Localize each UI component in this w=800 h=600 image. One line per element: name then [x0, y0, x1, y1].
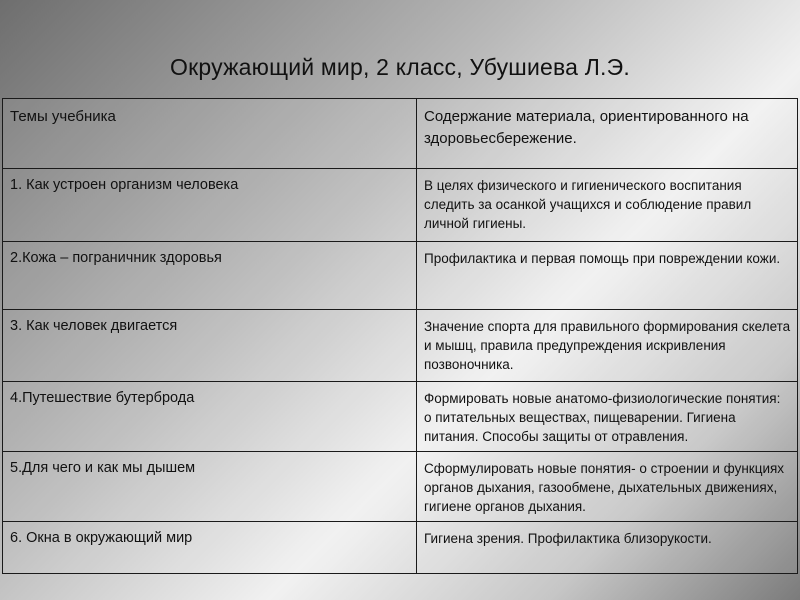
topics-table: [2, 98, 798, 574]
content-cell: Значение спорта для правильного формирования скелета и мышц, правила предупреждения искривления позвоночника.: [417, 310, 798, 382]
topic-cell: 1. Как устроен организм человека: [3, 169, 417, 242]
slide-title: Окружающий мир, 2 класс, Убушиева Л.Э.: [170, 54, 630, 80]
table-row: [3, 382, 798, 452]
topic-cell: 4.Путешествие бутерброда: [3, 382, 417, 452]
header-topics: Темы учебника: [3, 99, 417, 169]
content-cell: Гигиена зрения. Профилактика близорукости.: [417, 522, 798, 574]
content-cell: В целях физического и гигиенического воспитания следить за осанкой учащихся и соблюдение правил личной гигиены.: [417, 169, 798, 242]
table-row: [3, 522, 798, 574]
table-row: [3, 452, 798, 522]
topic-cell: 5.Для чего и как мы дышем: [3, 452, 417, 522]
table-row: [3, 242, 798, 310]
topic-cell: 2.Кожа – пограничник здоровья: [3, 242, 417, 310]
table-header-row: [3, 99, 798, 169]
header-content: Содержание материала, ориентированного на здоровьесбережение.: [417, 99, 798, 169]
topic-cell: 3. Как человек двигается: [3, 310, 417, 382]
content-cell: Профилактика и первая помощь при повреждении кожи.: [417, 242, 798, 310]
topic-cell: 6. Окна в окружающий мир: [3, 522, 417, 574]
content-cell: Сформулировать новые понятия- о строении и функциях органов дыхания, газообмене, дыхательных движениях, гигиене органов дыхания.: [417, 452, 798, 522]
table-row: [3, 169, 798, 242]
content-cell: Формировать новые анатомо-физиологические понятия: о питательных веществах, пищеварении. Гигиена питания. Способы защиты от отравления.: [417, 382, 798, 452]
table-row: [3, 310, 798, 382]
